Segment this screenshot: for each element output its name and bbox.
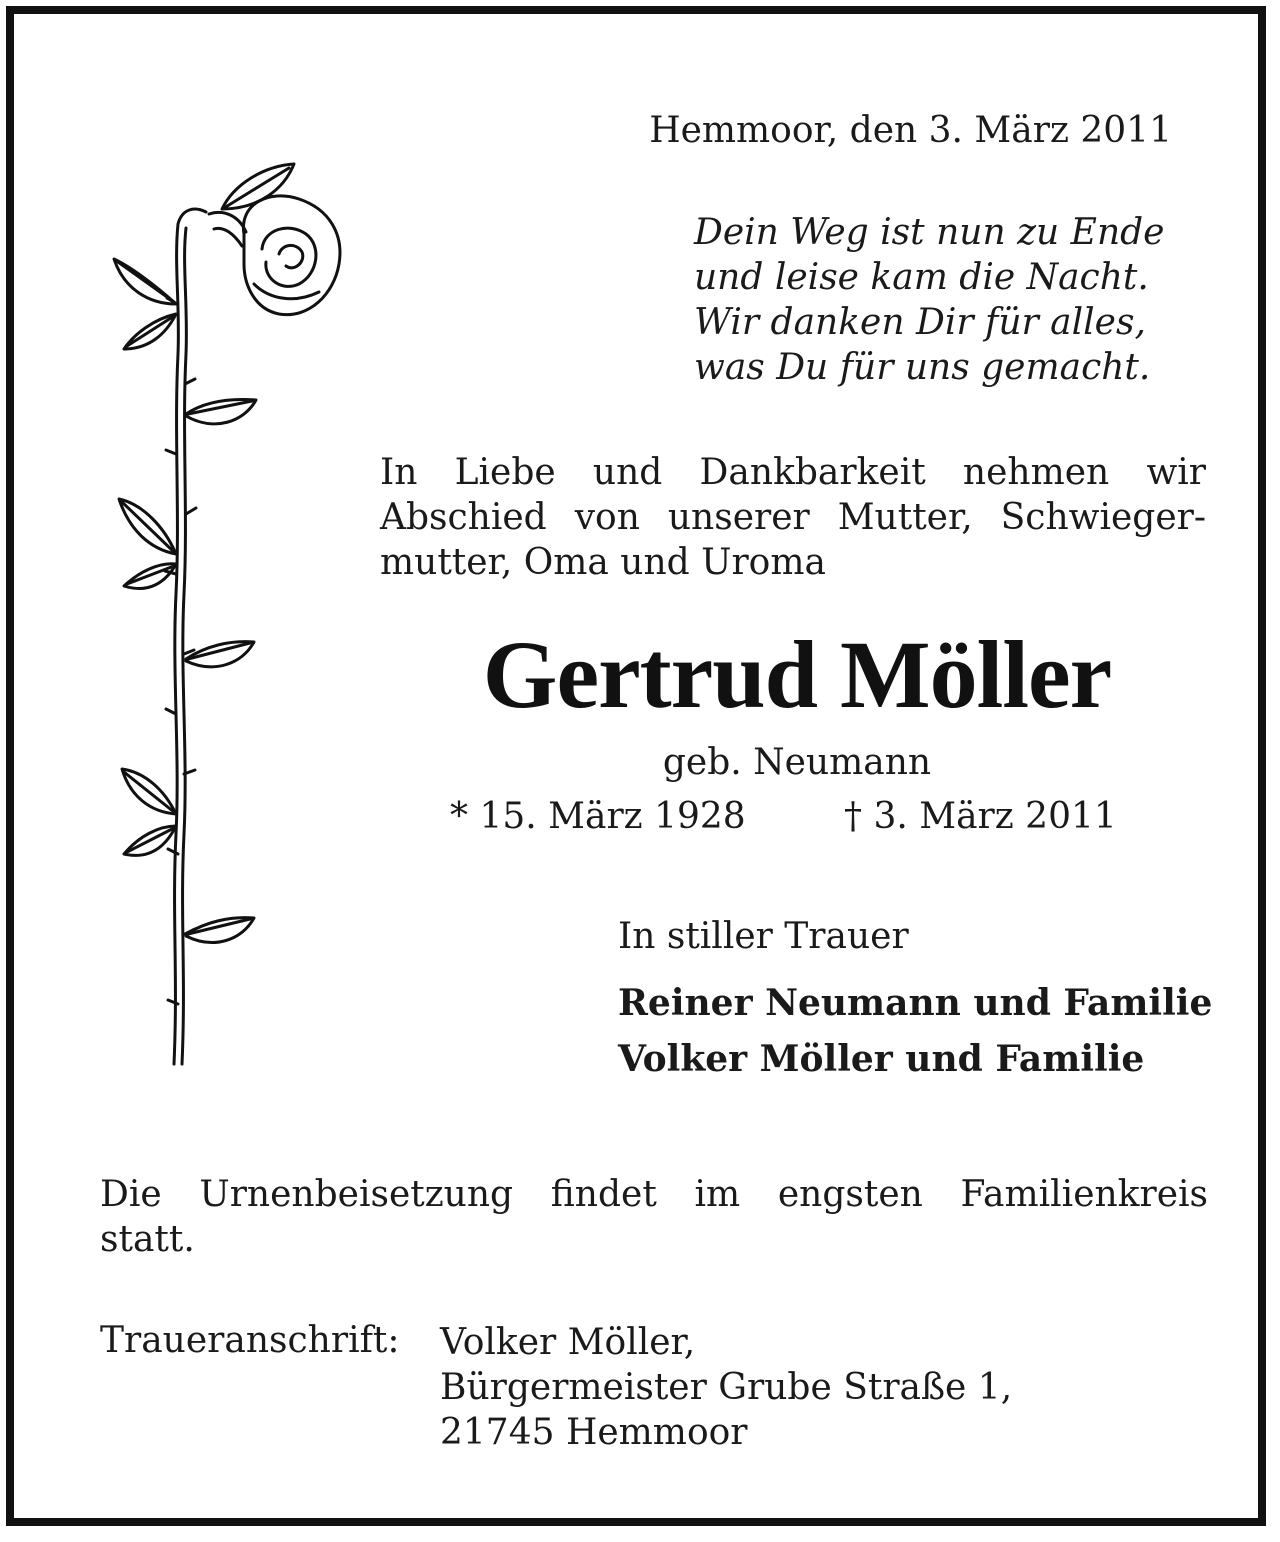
obituary-frame — [6, 6, 1266, 1526]
verse-line: Dein Weg ist nun zu Ende — [694, 212, 1165, 253]
poem-verse — [694, 210, 1164, 390]
intro-line: In Liebe und Dankbarkeit nehmen wir — [380, 452, 1206, 493]
burial-notice — [100, 1172, 1208, 1262]
rose-illustration — [94, 154, 384, 1074]
address-label: Traueranschrift: — [100, 1320, 400, 1361]
place-date: Hemmoor, den 3. März 2011 — [649, 110, 1172, 151]
address-line: 21745 Hemmoor — [440, 1412, 748, 1453]
mourning-label: In stiller Trauer — [618, 916, 909, 957]
verse-line: was Du für uns gemacht. — [694, 347, 1151, 388]
address-line: Volker Möller, — [440, 1322, 696, 1363]
farewell-intro — [380, 450, 1206, 585]
birth-date: * 15. März 1928 — [450, 796, 746, 837]
mourning-address — [440, 1320, 1012, 1455]
intro-line: Abschied von unserer Mutter, Schwieger- — [380, 497, 1206, 538]
born-name: geb. Neumann — [662, 742, 932, 783]
address-line: Bürgermeister Grube Straße 1, — [440, 1367, 1013, 1408]
mourner-family: Volker Möller und Familie — [618, 1038, 1145, 1080]
mourner-family: Reiner Neumann und Familie — [618, 982, 1213, 1024]
deceased-name: Gertrud Möller — [482, 621, 1112, 728]
notice-line: statt. — [100, 1219, 195, 1260]
death-date: † 3. März 2011 — [844, 796, 1117, 837]
notice-line: Die Urnenbeisetzung findet im engsten Familienkreis — [100, 1174, 1208, 1215]
intro-line: mutter, Oma und Uroma — [380, 542, 826, 583]
verse-line: Wir danken Dir für alles, — [694, 302, 1146, 343]
verse-line: und leise kam die Nacht. — [694, 257, 1149, 298]
